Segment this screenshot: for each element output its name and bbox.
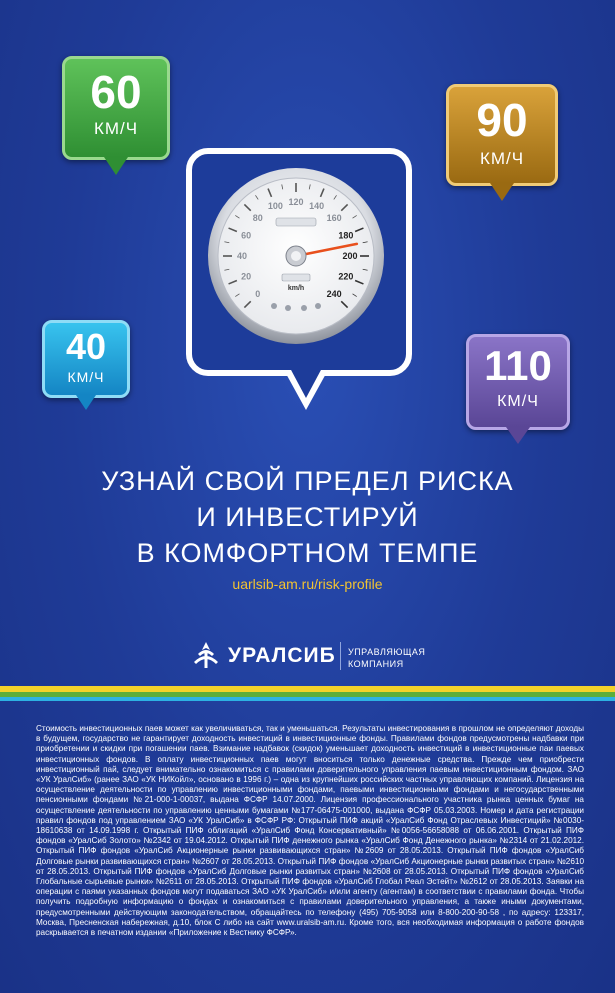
badge-pointer (76, 395, 96, 410)
gauge-tick-label: 160 (326, 212, 342, 223)
speed-badge-90 (446, 84, 558, 186)
uralsib-emblem-icon (192, 640, 220, 670)
badge-pointer (506, 427, 530, 444)
company-subtitle-line-2: КОМПАНИЯ (348, 659, 404, 669)
speed-unit: КМ/Ч (93, 119, 139, 138)
badge-pointer (104, 157, 128, 175)
gauge-tick-label: 40 (236, 251, 248, 261)
trip-display (282, 274, 310, 281)
gauge-tick-label: 0 (255, 289, 261, 300)
speed-unit: КМ/Ч (67, 369, 105, 385)
badge-pointer (490, 183, 514, 201)
gauge-tick-label: 120 (288, 197, 304, 207)
warning-light-icon (285, 305, 291, 311)
risk-profile-link[interactable]: uarlsib-am.ru/risk-profile (232, 576, 383, 592)
speedometer-gauge (206, 166, 386, 346)
speed-value: 90 (476, 94, 528, 146)
odometer-display (276, 218, 316, 226)
speedometer-frame-pointer-inner (290, 368, 322, 398)
gauge-tick-label: 180 (338, 230, 354, 241)
needle-hub-center (291, 251, 301, 261)
speed-badge-40 (42, 320, 130, 398)
warning-light-icon (315, 303, 321, 309)
speed-unit: КМ/Ч (479, 149, 525, 168)
speed-value: 40 (65, 326, 107, 367)
gauge-tick-label: 60 (241, 230, 252, 241)
speed-unit: КМ/Ч (497, 393, 539, 410)
warning-light-icon (301, 305, 307, 311)
headline-line-3: В КОМФОРТНОМ ТЕМПЕ (136, 538, 479, 568)
headline-line-2: И ИНВЕСТИРУЙ (196, 502, 419, 532)
gauge-tick-label: 200 (342, 251, 358, 261)
gauge-tick-label: 100 (267, 201, 283, 212)
gauge-tick-label: 80 (252, 212, 263, 223)
speed-value: 60 (90, 66, 142, 118)
legal-disclaimer: Стоимость инвестиционных паев может как увеличиваться, так и уменьшаться. Результаты инвестирования в прошлом не определяют доходы в будущем, государство не гарантирует доходность инвестиций в инвестиционные фонды. Правилами фондов предусмотрены надбавки при приобретении и скидки при погашении паев. Взимание надбавок (скидок) уменьшает доходность инвестиций в инвестиционные паи паевых инвестиционных фондов. В оплату инвестиционных паев могут вноситься только денежные средства. Прежде чем приобрести инвестиционный пай, следует внимательно ознакомиться с правилами доверительного управления паевым инвестиционным фондом. ЗАО «УК УралСиб» (ранее ЗАО «УК НИКойл», основано в 1996 г.) – одна из крупнейших российских частных управляющих компаний. Лицензия на осуществление деятельности по управлению инвестиционными фондами, паевыми инвестиционными фондами и негосударственными пенсионными фондами №21-000-1-00037, выдана ФСФР 14.07.2000. Лицензия профессионального участника рынка ценных бумаг на осуществление деятельности по управлению ценными бумагами №177-06475-001000, выдана ФСФР 05.03.2003. Номер и дата регистрации правил фондов под управлением ЗАО «УК УралСиб» в ФСФР РФ: Открытый ПИФ акций «УралСиб Фонд Отраслевых Инвестиций» №0030-18610638 от 14.09.1998 г. Открытый ПИФ облигаций «УралСиб Фонд Консервативный» №0056-56658088 от 06.06.2001. Открытый ПИФ фондов «УралСиб Золото» №2342 от 19.04.2012. Открытый ПИФ денежного рынка «УралСиб Фонд Денежного рынка» №2314 от 21.02.2012. Открытый ПИФ фондов «УралСиб Акционерные рынки развивающихся стран» №2609 от 28.05.2013. Открытый ПИФ фондов «УралСиб Долговые рынки развивающихся стран» №2607 от 28.05.2013. Открытый ПИФ фондов «УралСиб Акционерные рынки развитых стран» №2610 от 28.05.2013. Открытый ПИФ фондов «УралСиб Долговые рынки развитых стран» №2608 от 28.05.2013. Открытый ПИФ фондов «УралСиб Глобальные сырьевые рынки» №2611 от 28.05.2013. Открытый ПИФ фондов «УралСиб Глобал Реал Эстейт» №2612 от 28.05.2013. Заявки на операции с паями указанных фондов могут подаваться ЗАО «УК УралСиб» и/или агенту (агентам) в соответствии с правилами фонда. Чтобы получить подробную информацию о фондах и ознакомиться с правилами доверительного управления, а также иными документами, предусмотренными действующим законодательством, обращайтесь по телефону (495) 705-9058 или 8-800-200-90-58 , по адресу: 123317, Москва, Пресненская набережная, д.10, блок С либо на сайт www.uralsib-am.ru. Кроме того, вся необходимая информация о работе фондов раскрывается в печатном издании «Приложение к Вестнику ФСФР». (36, 724, 584, 938)
warning-light-icon (271, 303, 277, 309)
speed-badge-110 (466, 334, 570, 430)
gauge-tick-label: 240 (326, 289, 342, 300)
logo-divider (340, 642, 341, 670)
speed-badge-60 (62, 56, 170, 160)
gauge-tick-label: 220 (338, 271, 354, 282)
gauge-unit: km/h (287, 285, 305, 292)
speed-value: 110 (484, 342, 552, 389)
gauge-tick-label: 20 (241, 271, 252, 282)
decor-stripe-blue (0, 697, 615, 701)
company-name: УРАЛСИБ (228, 644, 336, 667)
headline-line-1: УЗНАЙ СВОЙ ПРЕДЕЛ РИСКА (101, 466, 514, 496)
company-subtitle-line-1: УПРАВЛЯЮЩАЯ (348, 647, 426, 657)
gauge-tick-label: 140 (309, 201, 325, 212)
